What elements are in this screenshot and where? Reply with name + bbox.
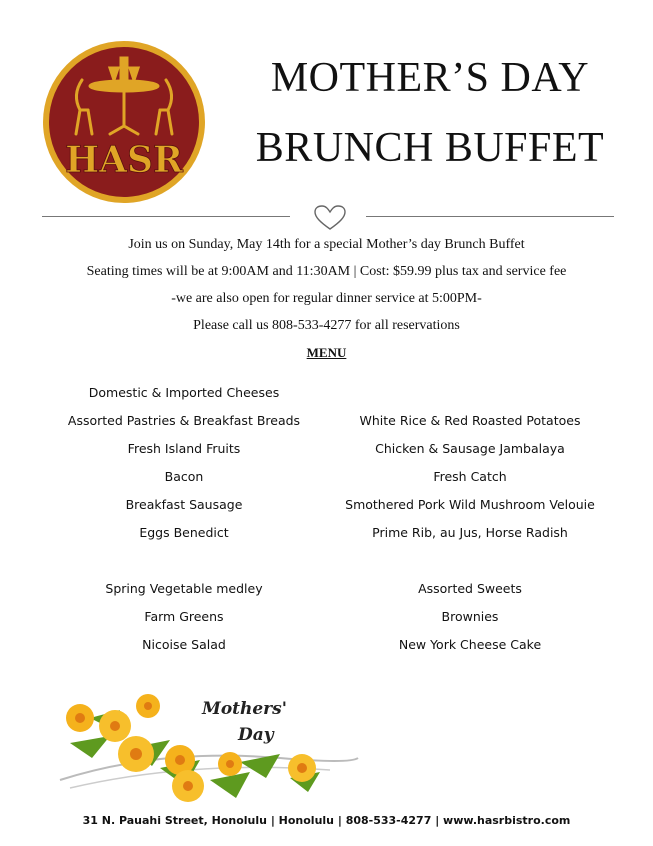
title-line-1: MOTHER’S DAY <box>270 55 590 101</box>
art-title-line-1: Mothers' <box>202 699 287 719</box>
divider-left <box>42 216 290 217</box>
intro-reservations: Please call us 808-533-4277 for all reservations <box>193 318 460 333</box>
menu-spacer <box>34 549 334 577</box>
menu-item: Domestic & Imported Cheeses <box>88 385 280 400</box>
menu-item: Assorted Sweets <box>418 581 522 596</box>
heart-icon <box>312 204 348 232</box>
menu-item: Nicoise Salad <box>142 637 226 652</box>
menu-item: Farm Greens <box>144 609 224 624</box>
menu-item: Fresh Catch <box>433 469 507 484</box>
menu-column-left <box>34 381 334 661</box>
hasr-logo <box>42 40 206 204</box>
art-title-line-2: Day <box>238 725 274 745</box>
menu-item: Brownies <box>441 609 499 624</box>
menu-item: Eggs Benedict <box>139 525 229 540</box>
menu-item: Spring Vegetable medley <box>105 581 263 596</box>
menu-item: Bacon <box>164 469 204 484</box>
mothers-day-artwork <box>40 688 370 804</box>
intro-date: Join us on Sunday, May 14th for a special Mother’s day Brunch Buffet <box>128 237 525 252</box>
title-line-2: BRUNCH BUFFET <box>255 125 605 171</box>
menu-item: Smothered Pork Wild Mushroom Velouie <box>345 497 595 512</box>
menu-item: New York Cheese Cake <box>398 637 542 652</box>
menu-spacer <box>320 381 620 409</box>
menu-item: White Rice & Red Roasted Potatoes <box>359 413 581 428</box>
menu-item: Chicken & Sausage Jambalaya <box>375 441 565 456</box>
menu-spacer <box>320 549 620 577</box>
menu-item: Assorted Pastries & Breakfast Breads <box>67 413 301 428</box>
menu-item: Breakfast Sausage <box>125 497 243 512</box>
menu-item: Prime Rib, au Jus, Horse Radish <box>372 525 568 540</box>
footer-contact: 31 N. Pauahi Street, Honolulu | Honolulu | 808-533-4277 | www.hasrbistro.com <box>82 814 571 827</box>
logo-text: HASR <box>65 139 183 181</box>
menu-heading: MENU <box>306 345 347 360</box>
intro-seating: Seating times will be at 9:00AM and 11:30AM | Cost: $59.99 plus tax and service fee <box>86 264 567 279</box>
intro-dinner: -we are also open for regular dinner service at 5:00PM- <box>171 291 482 306</box>
divider-right <box>366 216 614 217</box>
menu-column-right <box>320 381 620 661</box>
menu-item: Fresh Island Fruits <box>127 441 241 456</box>
